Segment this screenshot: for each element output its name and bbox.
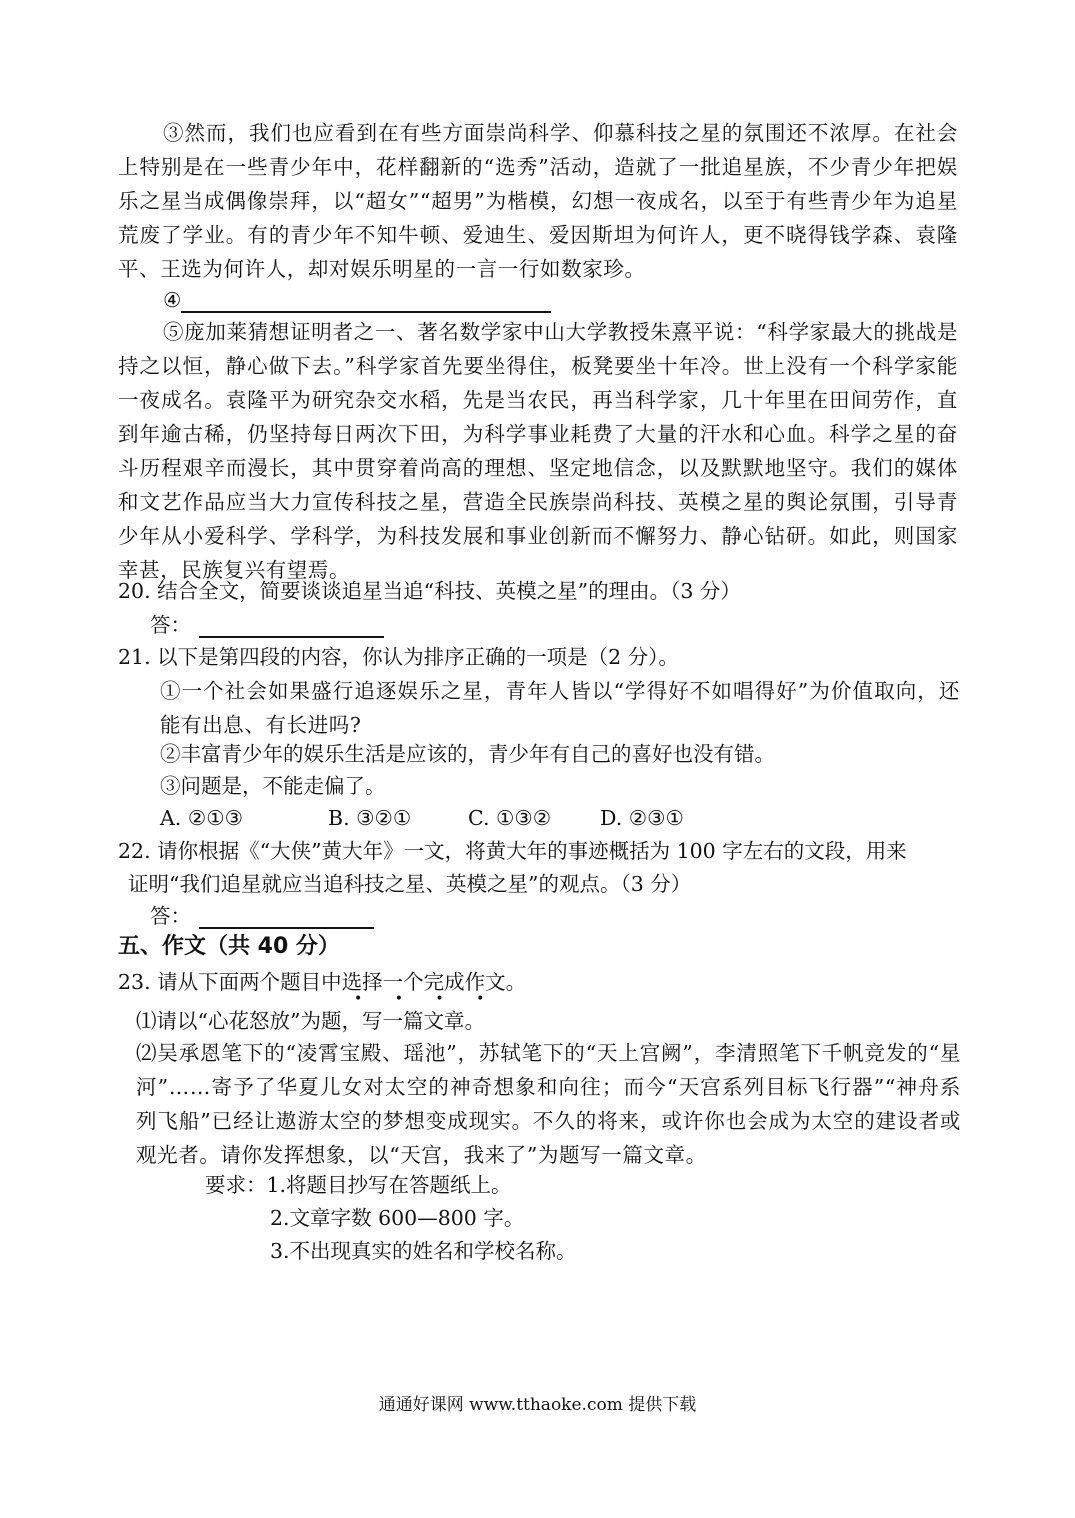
answer-line-20[interactable]	[199, 616, 384, 638]
option-c[interactable]: C. ①③②	[468, 806, 552, 830]
essay-topic-1: ⑴请以“心花怒放”为题，写一篇文章。	[136, 1009, 485, 1033]
option-a[interactable]: A. ②①③	[160, 806, 243, 830]
answer-line-22[interactable]	[199, 907, 374, 929]
essay-topic-2: ⑵吴承恩笔下的“凌霄宝殿、瑶池”，苏轼笔下的“天上宫阙”，李清照笔下千帆竞发的“星河”……寄予了华夏儿女对太空的神奇想象和向往；而今“天宫系列目标飞行器”“神舟系列飞船”已经让遨游太空的梦想变成现实。不久的将来，或许你也会成为太空的建设者或观光者。请你发挥想象，以“天宫，我来了”为题写一篇文章。	[136, 1041, 961, 1167]
requirement-2: 2.文章字数 600—800 字。	[270, 1206, 525, 1230]
paragraph-5: ⑤庞加莱猜想证明者之一、著名数学家中山大学教授朱熹平说：“科学家最大的挑战是持之以恒，静心做下去。”科学家首先要坐得住，板凳要坐十年冷。世上没有一个科学家能一夜成名。袁隆平为研究杂交水稻，先是当农民，再当科学家，几十年里在田间劳作，直到年逾古稀，仍坚持每日两次下田，为科学事业耗费了大量的汗水和心血。科学之星的奋斗历程艰辛而漫长，其中贯穿着尚高的理想、坚定地信念，以及默默地坚守。我们的媒体和文艺作品应当大力宣传科技之星，营造全民族崇尚科技、英模之星的舆论氛围，引导青少年从小爱科学、学科学，为科技发展和事业创新而不懈努力、静心钻研。如此，则国家幸甚，民族复兴有望焉。	[118, 320, 958, 582]
section-5-title: 五、作文（共 40 分）	[118, 934, 340, 959]
question-21-sentence-1: ①一个社会如果盛行追逐娱乐之星，青年人皆以“学得好不如唱得好”为价值取向，还能有出息、有长进吗?	[160, 679, 960, 737]
answer-label: 答：	[150, 613, 191, 637]
footer-credit: 通通好课网 www.tthaoke.com 提供下载	[378, 1395, 697, 1415]
question-21-sentence-2: ②丰富青少年的娱乐生活是应该的，青少年有自己的喜好也没有错。	[160, 742, 775, 766]
paragraph-4-answer-line[interactable]	[181, 291, 551, 313]
question-23: 23. 请从下面两个题目中选择一个完成作文。	[118, 970, 527, 994]
emphasis-dots: • • • •	[354, 991, 499, 1007]
question-22-answer	[150, 899, 374, 933]
answer-label: 答：	[150, 904, 191, 928]
paragraph-4-blank	[163, 283, 551, 317]
question-22-line-1: 22. 请你根据《“大侠”黄大年》一文，将黄大年的事迹概括为 100 字左右的文段，用来	[118, 839, 907, 863]
question-21: 21. 以下是第四段的内容，你认为排序正确的一项是（2 分）。	[118, 645, 679, 669]
option-d[interactable]: D. ②③①	[600, 806, 684, 830]
paragraph-4-label: ④	[163, 288, 182, 312]
question-22-line-2: 证明“我们追星就应当追科技之星、英模之星”的观点。（3 分）	[128, 872, 692, 896]
option-b[interactable]: B. ③②①	[328, 806, 412, 830]
paragraph-3: ③然而，我们也应看到在有些方面崇尚科学、仰慕科技之星的氛围还不浓厚。在社会上特别是在一些青少年中，花样翻新的“选秀”活动，造就了一批追星族，不少青少年把娱乐之星当成偶像崇拜，以“超女”“超男”为楷模，幻想一夜成名，以至于有些青少年为追星荒废了学业。有的青少年不知牛顿、爱迪生、爱因斯坦为何许人，更不晓得钱学森、袁隆平、王选为何许人，却对娱乐明星的一言一行如数家珍。	[118, 121, 958, 281]
requirement-1: 要求：1.将题目抄写在答题纸上。	[205, 1173, 512, 1197]
requirement-3: 3.不出现真实的姓名和学校名称。	[270, 1239, 577, 1263]
question-20-answer	[150, 608, 384, 642]
question-21-sentence-3: ③问题是，不能走偏了。	[160, 774, 386, 798]
question-20: 20. 结合全文，简要谈谈追星当追“科技、英模之星”的理由。（3 分）	[118, 579, 741, 603]
